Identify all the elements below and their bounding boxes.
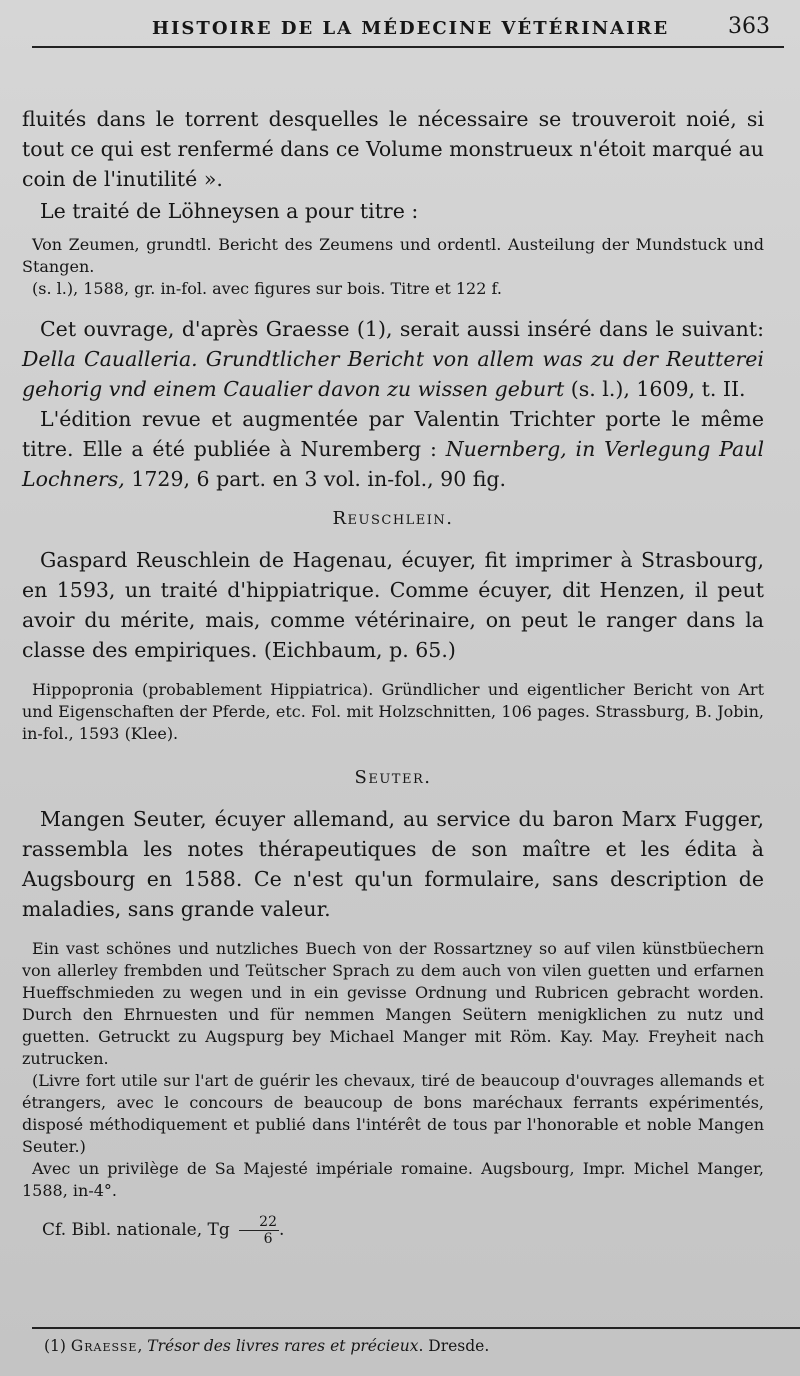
- page-number: 363: [728, 14, 770, 39]
- citation-lohneysen-title: Von Zeumen, grundtl. Bericht des Zeumens und ordentl. Austeilung der Mundstuck und Stangen.: [22, 235, 764, 276]
- footnote-tail: . Dresde.: [418, 1337, 490, 1355]
- section-heading-seuter: Seuter.: [354, 767, 432, 788]
- citation-seuter-translation: (Livre fort utile sur l'art de guérir les chevaux, tiré de beaucoup d'ouvrages allemands et étrangers, avec le concours de beaucoup de bons maréchaux ferrants expérimentés, disposé méthodiquement et publié dans l'intérêt de tous par l'honorable et noble Mangen Seuter.): [22, 1071, 764, 1156]
- footnote-rule: [32, 1327, 800, 1329]
- footnote-title: Trésor des livres rares et précieux: [147, 1337, 419, 1355]
- shelfmark-fraction: [239, 1214, 279, 1247]
- paragraph-trichter: [22, 404, 764, 494]
- paragraph-seuter: Mangen Seuter, écuyer allemand, au service du baron Marx Fugger, rassembla les notes thérapeutiques de son maître et les édita à Augsbourg en 1588. Ce n'est qu'un formulaire, sans description de maladies, sans grande valeur.: [22, 807, 764, 921]
- citation-lohneysen-details: (s. l.), 1588, gr. in-fol. avec figures sur bois. Titre et 122 f.: [32, 279, 502, 298]
- footnote-marker: (1): [44, 1337, 71, 1355]
- running-head: [32, 14, 784, 48]
- paragraph-graesse-tail: (s. l.), 1609, t. II.: [564, 377, 746, 401]
- paragraph-graesse: [22, 314, 764, 404]
- fraction-numerator: 22: [239, 1214, 279, 1231]
- paragraph-trichter-tail: 1729, 6 part. en 3 vol. in-fol., 90 fig.: [124, 467, 507, 491]
- paragraph-reuschlein: Gaspard Reuschlein de Hagenau, écuyer, fit imprimer à Strasbourg, en 1593, un traité d'hippiatrique. Comme écuyer, dit Henzen, il peut avoir du mérite, mais, comme vétérinaire, on peut le ranger dans la classe des empiriques. (Eichbaum, p. 65.): [22, 548, 764, 662]
- citation-seuter-german-title: Ein vast schönes und nutzliches Buech von der Rossartzney so auf vilen künstbüechern von allerley frembden und Teütscher Sprach zu dem auch von vilen guetten und erfarnen Hueffschmieden zu wegen und in ein gevisse Ordnung und Rubricen gebracht worden. Durch den Ehrnuesten und für nemmen Mangen Seütern menigklichen zu nutz und guetten. Getruckt zu Augspurg bey Michael Manger mit Röm. Kay. May. Freyheit nach zutrucken.: [22, 939, 764, 1068]
- paragraph-lohneysen-intro: Le traité de Löhneysen a pour titre :: [40, 199, 419, 223]
- footnote-author: Graesse: [70, 1337, 138, 1355]
- running-head-title: HISTOIRE DE LA MÉDECINE VÉTÉRINAIRE: [152, 18, 670, 39]
- cf-suffix: .: [279, 1220, 285, 1240]
- section-heading-reuschlein: Reuschlein.: [332, 508, 454, 529]
- footnote: [44, 1337, 489, 1355]
- fraction-denominator: 6: [263, 1231, 273, 1247]
- footnote-sep: ,: [137, 1337, 148, 1355]
- citation-bibl-nationale: [22, 1214, 764, 1247]
- paragraph-graesse-text: Cet ouvrage, d'après Graesse (1), serait aussi inséré dans le suivant:: [40, 317, 764, 341]
- paragraph-graesse-italic-title: Della Caualleria. Grundtlicher Bericht von allem was zu der Reutterei gehorig vnd einem Caualier davon zu wissen geburt: [22, 347, 764, 401]
- citation-seuter-privilege: Avec un privilège de Sa Majesté impériale romaine. Augsbourg, Impr. Michel Manger, 1588, in-4°.: [22, 1159, 764, 1200]
- paragraph-trichter-italic: Nuernberg, in Verlegung Paul Lochners,: [22, 437, 765, 491]
- paragraph-trichter-text: L'édition revue et augmentée par Valentin Trichter porte le même titre. Elle a été publiée à Nuremberg :: [22, 407, 764, 461]
- cf-prefix: Cf. Bibl. nationale, Tg: [42, 1220, 236, 1240]
- citation-hippopronia: Hippopronia (probablement Hippiatrica). Gründlicher und eigentlicher Bericht von Art und Eigenschaften der Pferde, etc. Fol. mit Holzschnitten, 106 pages. Strassburg, B. Jobin, in-fol., 1593 (Klee).: [22, 680, 764, 743]
- body-text: [22, 104, 764, 1247]
- paragraph-continuation: fluités dans le torrent desquelles le nécessaire se trouveroit noié, si tout ce qui est renfermé dans ce Volume monstrueux n'étoit marqué au coin de l'inutilité ».: [22, 107, 764, 191]
